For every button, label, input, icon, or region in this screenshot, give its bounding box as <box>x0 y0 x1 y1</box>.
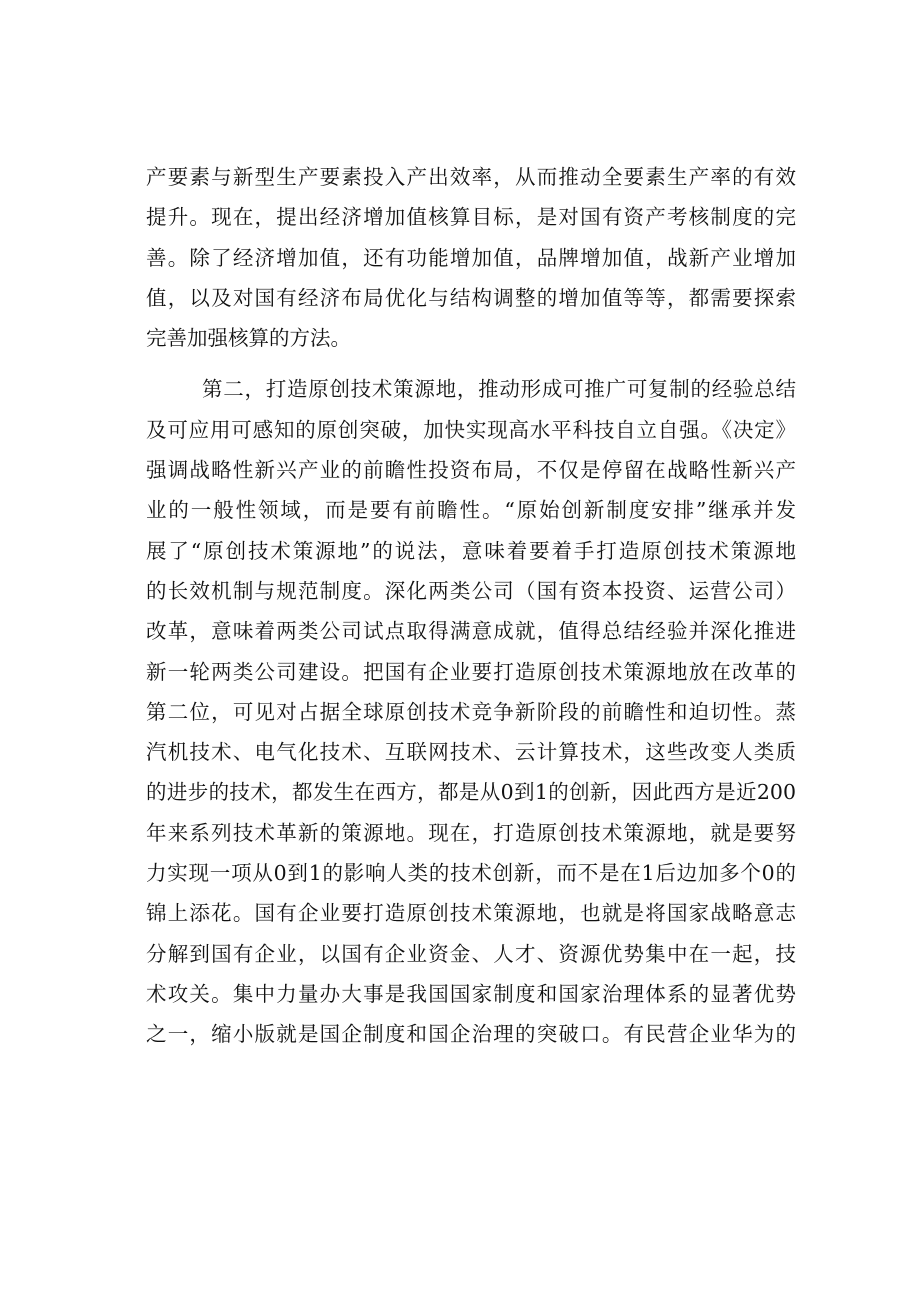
text-line: 汽机技术、电气化技术、互联网技术、云计算技术，这些改变人类质 <box>146 740 796 765</box>
text-line: 第二，打造原创技术策源地，推动形成可推广可复制的经验总结 <box>202 377 796 402</box>
text-line: 的进步的技术，都发生在西方，都是从0到1的创新，因此西方是近200 <box>146 780 796 805</box>
text-line: 提升。现在，提出经济增加值核算目标，是对国有资产考核制度的完 <box>146 205 796 230</box>
text-line: 展了“原创技术策源地”的说法，意味着要着手打造原创技术策源地 <box>146 538 796 563</box>
text-line: 值，以及对国有经济布局优化与结构调整的增加值等等，都需要探索 <box>146 285 796 310</box>
body-text <box>146 157 796 1055</box>
paragraph-gap <box>146 358 796 369</box>
text-line: 第二位，可见对占据全球原创技术竞争新阶段的前瞻性和迫切性。蒸 <box>146 699 796 724</box>
text-line: 之一，缩小版就是国企制度和国企治理的突破口。有民营企业华为的 <box>146 1022 796 1047</box>
text-line: 强调战略性新兴产业的前瞻性投资布局，不仅是停留在战略性新兴产 <box>146 458 796 483</box>
text-line: 力实现一项从0到1的影响人类的技术创新，而不是在1后边加多个0的 <box>146 861 796 886</box>
text-line: 及可应用可感知的原创突破，加快实现高水平科技自立自强。《决定》 <box>146 417 796 442</box>
text-line: 锦上添花。国有企业要打造原创技术策源地，也就是将国家战略意志 <box>146 901 796 926</box>
text-line: 善。除了经济增加值，还有功能增加值，品牌增加值，战新产业增加 <box>146 245 796 270</box>
text-line: 的长效机制与规范制度。深化两类公司（国有资本投资、运营公司） <box>146 578 796 603</box>
text-line: 完善加强核算的方法。 <box>146 326 351 351</box>
text-line: 新一轮两类公司建设。把国有企业要打造原创技术策源地放在改革的 <box>146 659 796 684</box>
text-line: 业的一般性领域，而是要有前瞻性。“原始创新制度安排”继承并发 <box>146 498 796 523</box>
text-line: 术攻关。集中力量办大事是我国国家制度和国家治理体系的显著优势 <box>146 981 796 1006</box>
text-line: 改革，意味着两类公司试点取得满意成就，值得总结经验并深化推进 <box>146 619 796 644</box>
text-line: 分解到国有企业，以国有企业资金、人才、资源优势集中在一起，技 <box>146 941 796 966</box>
text-line: 产要素与新型生产要素投入产出效率，从而推动全要素生产率的有效 <box>146 165 796 189</box>
text-line: 年来系列技术革新的策源地。现在，打造原创技术策源地，就是要努 <box>146 820 796 845</box>
